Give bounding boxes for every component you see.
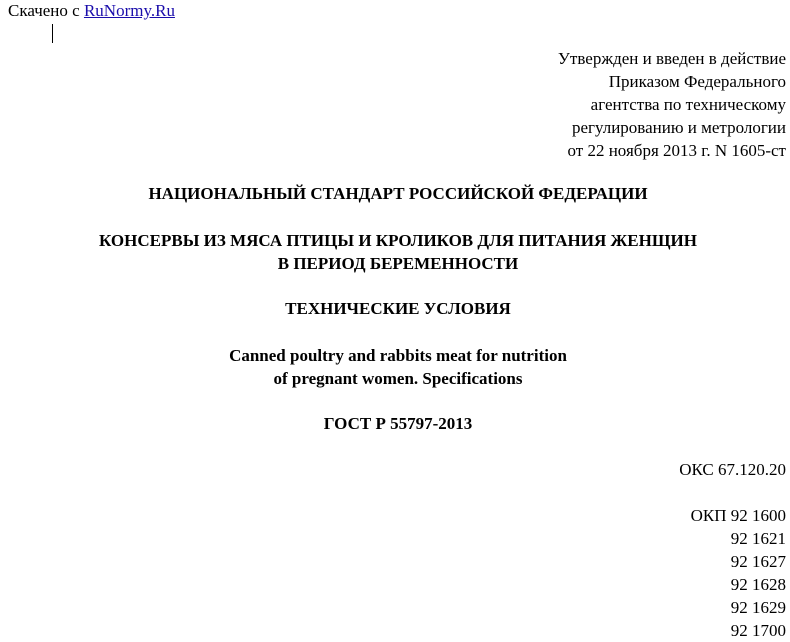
text-cursor [52,24,53,43]
runormy-link[interactable]: RuNormy.Ru [83,1,175,20]
downloaded-prefix: Скачено с [8,1,84,20]
product-title-line: В ПЕРИОД БЕРЕМЕННОСТИ [277,254,519,273]
okp-code-line: 92 1628 [730,575,786,594]
specifications-title: ТЕХНИЧЕСКИЕ УСЛОВИЯ [285,299,511,318]
approval-line: регулированию и метрологии [571,118,786,137]
national-standard-title: НАЦИОНАЛЬНЫЙ СТАНДАРТ РОССИЙСКОЙ ФЕДЕРАЦИИ [148,184,648,203]
okp-code-line: 92 1621 [730,529,786,548]
product-title [0,229,790,275]
approval-line: от 22 ноября 2013 г. N 1605-ст [567,141,786,160]
approval-statement [386,47,786,162]
english-title-line: Canned poultry and rabbits meat for nutrition [229,346,567,365]
approval-line: Приказом Федерального [608,72,786,91]
okp-code-line: 92 1629 [730,598,786,617]
okp-codes [486,504,786,642]
okp-code-line: 92 1700 [730,621,786,640]
gost-number: ГОСТ Р 55797-2013 [323,414,473,433]
oks-code: ОКС 67.120.20 [679,460,786,479]
english-title [0,344,790,390]
english-title-line: of pregnant women. Specifications [273,369,523,388]
okp-code-line: ОКП 92 1600 [690,506,786,525]
approval-line: Утвержден и введен в действие [557,49,786,68]
downloaded-from-note [8,0,175,22]
okp-code-line: 92 1627 [730,552,786,571]
product-title-line: КОНСЕРВЫ ИЗ МЯСА ПТИЦЫ И КРОЛИКОВ ДЛЯ ПИТАНИЯ ЖЕНЩИН [99,231,697,250]
approval-line: агентства по техническому [590,95,786,114]
